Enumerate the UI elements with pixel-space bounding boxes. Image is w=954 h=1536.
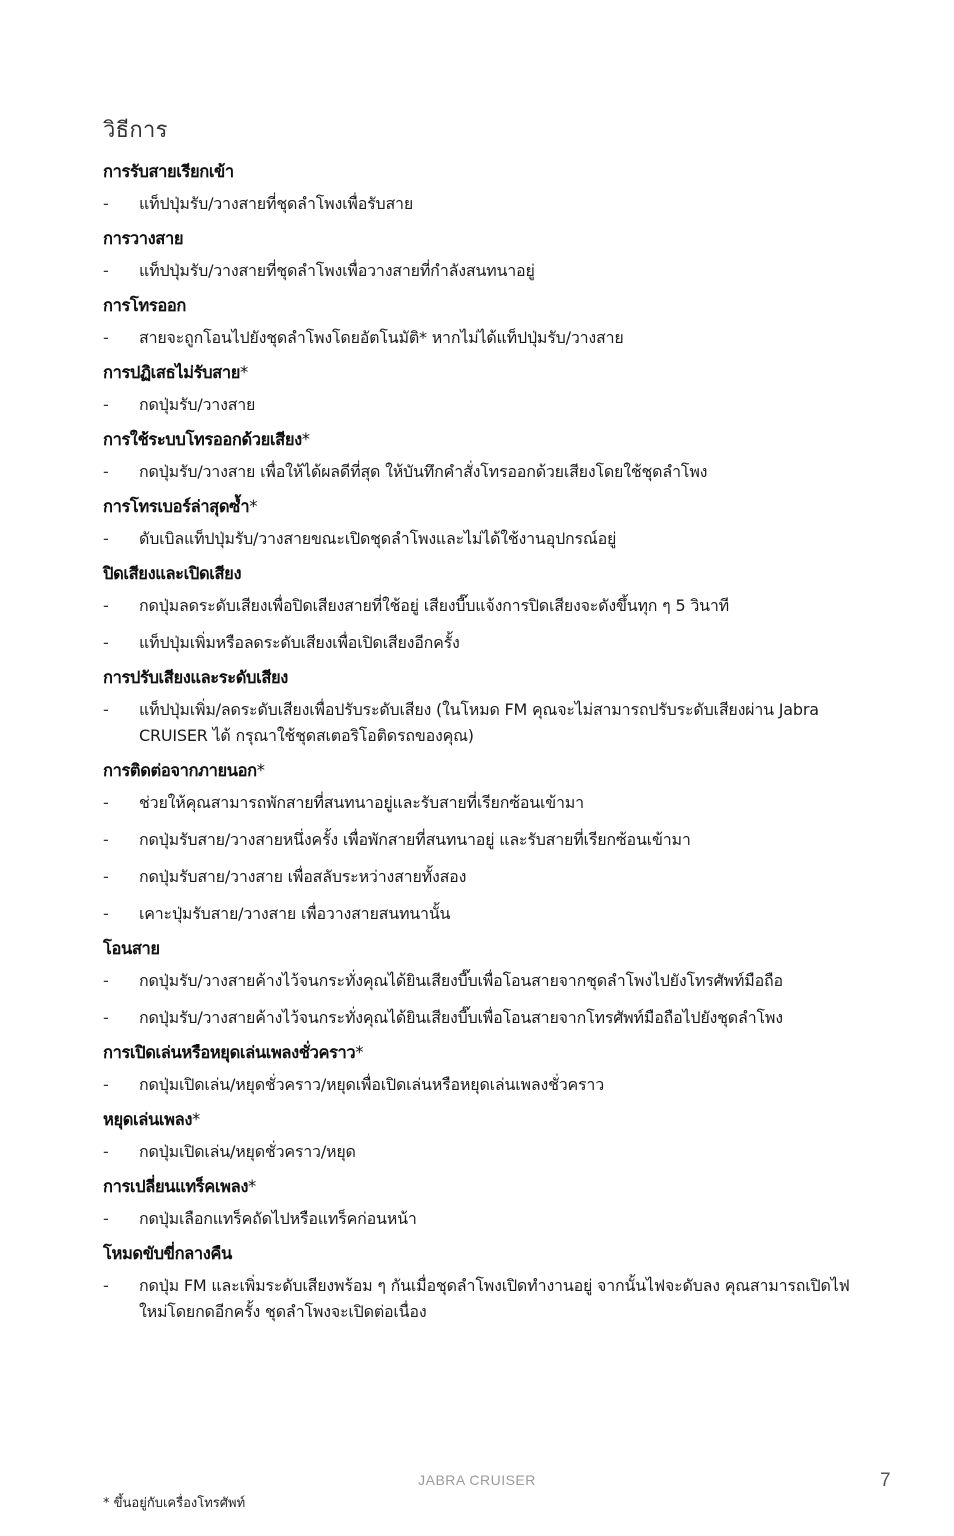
dash-bullet-icon: -	[103, 700, 109, 719]
list-item	[103, 258, 863, 284]
list-item-text: เคาะปุ่มรับสาย/วางสาย เพื่อวางสายสนทนานั้น	[139, 904, 451, 923]
list-item	[103, 325, 863, 351]
instruction-section	[103, 161, 863, 217]
section-heading	[103, 1042, 863, 1064]
dash-bullet-icon: -	[103, 194, 109, 213]
list-item-text: แท็ปปุ่มเพิ่ม/ลดระดับเสียงเพื่อปรับระดับเสียง (ในโหมด FM คุณจะไม่สามารถปรับระดับเสียงผ่าน Jabra CRUISER ได้ กรุณาใช้ชุดสเตอริโอติดรถของคุณ)	[139, 700, 819, 745]
list-item-text: กดปุ่มเปิดเล่น/หยุดชั่วคราว/หยุด	[139, 1142, 356, 1161]
phone-dependent-mark: *	[191, 1110, 200, 1129]
page-title: วิธีการ	[103, 118, 168, 143]
dash-bullet-icon: -	[103, 395, 109, 414]
dash-bullet-icon: -	[103, 1075, 109, 1094]
section-items	[103, 1139, 863, 1165]
list-item-text: กดปุ่มเปิดเล่น/หยุดชั่วคราว/หยุดเพื่อเปิดเล่นหรือหยุดเล่นเพลงชั่วคราว	[139, 1075, 604, 1094]
list-item-text: แท็ปปุ่มรับ/วางสายที่ชุดลำโพงเพื่อวางสายที่กำลังสนทนาอยู่	[139, 261, 535, 280]
list-item-text: กดปุ่ม FM และเพิ่มระดับเสียงพร้อม ๆ กันเมื่อชุดลำโพงเปิดทำงานอยู่ จากนั้นไฟจะดับลง คุณสามารถเปิดไฟใหม่โดยกดอีกครั้ง ชุดลำโพงจะเปิดต่อเนื่อง	[139, 1276, 850, 1321]
section-items	[103, 968, 863, 1031]
instruction-section	[103, 1109, 863, 1165]
section-heading	[103, 228, 863, 250]
section-items	[103, 459, 863, 485]
list-item-text: กดปุ่มรับ/วางสายค้างไว้จนกระทั่งคุณได้ยินเสียงบี๊บเพื่อโอนสายจากชุดลำโพงไปยังโทรศัพท์มือถือ	[139, 971, 783, 990]
section-heading	[103, 667, 863, 689]
section-items	[103, 258, 863, 284]
footnote: * ขึ้นอยู่กับเครื่องโทรศัพท์	[103, 1496, 246, 1511]
section-heading	[103, 1176, 863, 1198]
list-item-text: กดปุ่มรับสาย/วางสาย เพื่อสลับระหว่างสายทั้งสอง	[139, 867, 467, 886]
section-heading	[103, 362, 863, 384]
section-heading	[103, 161, 863, 183]
phone-dependent-mark: *	[301, 430, 310, 449]
section-items	[103, 593, 863, 656]
instruction-section	[103, 667, 863, 749]
section-heading-text: การวางสาย	[103, 229, 184, 248]
instruction-section	[103, 1176, 863, 1232]
list-item	[103, 901, 863, 927]
list-item	[103, 827, 863, 853]
instruction-section	[103, 429, 863, 485]
phone-dependent-mark: *	[239, 363, 248, 382]
section-heading-text: การติดต่อจากภายนอก	[103, 761, 257, 780]
instruction-section	[103, 496, 863, 552]
list-item	[103, 630, 863, 656]
list-item	[103, 1139, 863, 1165]
instruction-section	[103, 228, 863, 284]
phone-dependent-mark: *	[249, 497, 258, 516]
section-heading-text: โหมดขับขี่กลางคืน	[103, 1244, 232, 1263]
section-heading	[103, 563, 863, 585]
section-heading	[103, 1109, 863, 1131]
dash-bullet-icon: -	[103, 867, 109, 886]
instruction-section	[103, 938, 863, 1031]
list-item-text: กดปุ่มเลือกแทร็คถัดไปหรือแทร็คก่อนหน้า	[139, 1209, 417, 1228]
dash-bullet-icon: -	[103, 633, 109, 652]
section-items	[103, 325, 863, 351]
phone-dependent-mark: *	[256, 761, 265, 780]
dash-bullet-icon: -	[103, 261, 109, 280]
list-item	[103, 593, 863, 619]
instruction-section	[103, 760, 863, 927]
section-heading-text: ปิดเสียงและเปิดเสียง	[103, 564, 242, 583]
list-item-text: ดับเบิลแท็ปปุ่มรับ/วางสายขณะเปิดชุดลำโพงและไม่ได้ใช้งานอุปกรณ์อยู่	[139, 529, 617, 548]
section-heading-text: หยุดเล่นเพลง	[103, 1110, 192, 1129]
section-items	[103, 1206, 863, 1232]
section-heading-text: การปรับเสียงและระดับเสียง	[103, 668, 288, 687]
section-items	[103, 191, 863, 217]
list-item-text: แท็ปปุ่มรับ/วางสายที่ชุดลำโพงเพื่อรับสาย	[139, 194, 414, 213]
instruction-section	[103, 1042, 863, 1098]
list-item-text: กดปุ่มลดระดับเสียงเพื่อปิดเสียงสายที่ใช้อยู่ เสียงบี๊บแจ้งการปิดเสียงจะดังขึ้นทุก ๆ 5 วินาที	[139, 596, 729, 615]
list-item-text: กดปุ่มรับสาย/วางสายหนึ่งครั้ง เพื่อพักสายที่สนทนาอยู่ และรับสายที่เรียกซ้อนเข้ามา	[139, 830, 691, 849]
dash-bullet-icon: -	[103, 462, 109, 481]
instruction-section	[103, 1243, 863, 1325]
section-items	[103, 1273, 863, 1325]
dash-bullet-icon: -	[103, 596, 109, 615]
list-item	[103, 864, 863, 890]
dash-bullet-icon: -	[103, 971, 109, 990]
instruction-section	[103, 362, 863, 418]
section-heading-text: โอนสาย	[103, 939, 160, 958]
instruction-section	[103, 295, 863, 351]
list-item-text: ช่วยให้คุณสามารถพักสายที่สนทนาอยู่และรับสายที่เรียกซ้อนเข้ามา	[139, 793, 584, 812]
section-heading-text: การปฏิเสธไม่รับสาย	[103, 363, 240, 382]
dash-bullet-icon: -	[103, 328, 109, 347]
dash-bullet-icon: -	[103, 1276, 109, 1295]
dash-bullet-icon: -	[103, 830, 109, 849]
dash-bullet-icon: -	[103, 1209, 109, 1228]
list-item	[103, 526, 863, 552]
list-item	[103, 1005, 863, 1031]
section-items	[103, 526, 863, 552]
list-item	[103, 1273, 863, 1325]
section-items	[103, 697, 863, 749]
section-heading-text: การใช้ระบบโทรออกด้วยเสียง	[103, 430, 302, 449]
list-item-text: กดปุ่มรับ/วางสาย เพื่อให้ได้ผลดีที่สุด ให้บันทึกคำสั่งโทรออกด้วยเสียงโดยใช้ชุดลำโพง	[139, 462, 708, 481]
dash-bullet-icon: -	[103, 1008, 109, 1027]
section-heading-text: การเปิดเล่นหรือหยุดเล่นเพลงชั่วคราว	[103, 1043, 356, 1062]
section-heading-text: การเปลี่ยนแทร็คเพลง	[103, 1177, 248, 1196]
list-item-text: แท็ปปุ่มเพิ่มหรือลดระดับเสียงเพื่อเปิดเสียงอีกครั้ง	[139, 633, 460, 652]
section-heading	[103, 1243, 863, 1265]
section-items	[103, 790, 863, 927]
document-page	[103, 112, 863, 1336]
instructions-list	[103, 161, 863, 1325]
section-heading	[103, 295, 863, 317]
section-heading-text: การโทรออก	[103, 296, 186, 315]
phone-dependent-mark: *	[247, 1177, 256, 1196]
dash-bullet-icon: -	[103, 904, 109, 923]
section-items	[103, 1072, 863, 1098]
page-number: 7	[880, 1470, 891, 1491]
section-items	[103, 392, 863, 418]
list-item	[103, 191, 863, 217]
section-heading	[103, 760, 863, 782]
list-item	[103, 790, 863, 816]
section-heading	[103, 496, 863, 518]
list-item	[103, 1072, 863, 1098]
dash-bullet-icon: -	[103, 793, 109, 812]
list-item-text: สายจะถูกโอนไปยังชุดลำโพงโดยอัตโนมัติ* หากไม่ได้แท็ปปุ่มรับ/วางสาย	[139, 328, 624, 347]
phone-dependent-mark: *	[355, 1043, 364, 1062]
list-item	[103, 968, 863, 994]
footer-brand: JABRA CRUISER	[418, 1472, 536, 1488]
section-heading-text: การรับสายเรียกเข้า	[103, 162, 234, 181]
section-heading	[103, 938, 863, 960]
list-item	[103, 459, 863, 485]
section-heading	[103, 429, 863, 451]
list-item-text: กดปุ่มรับ/วางสาย	[139, 395, 256, 414]
list-item	[103, 697, 863, 749]
list-item	[103, 392, 863, 418]
list-item-text: กดปุ่มรับ/วางสายค้างไว้จนกระทั่งคุณได้ยินเสียงบี๊บเพื่อโอนสายจากโทรศัพท์มือถือไปยังชุดลำโพง	[139, 1008, 783, 1027]
dash-bullet-icon: -	[103, 1142, 109, 1161]
dash-bullet-icon: -	[103, 529, 109, 548]
section-heading-text: การโทรเบอร์ล่าสุดซ้ำ	[103, 497, 250, 516]
instruction-section	[103, 563, 863, 656]
list-item	[103, 1206, 863, 1232]
